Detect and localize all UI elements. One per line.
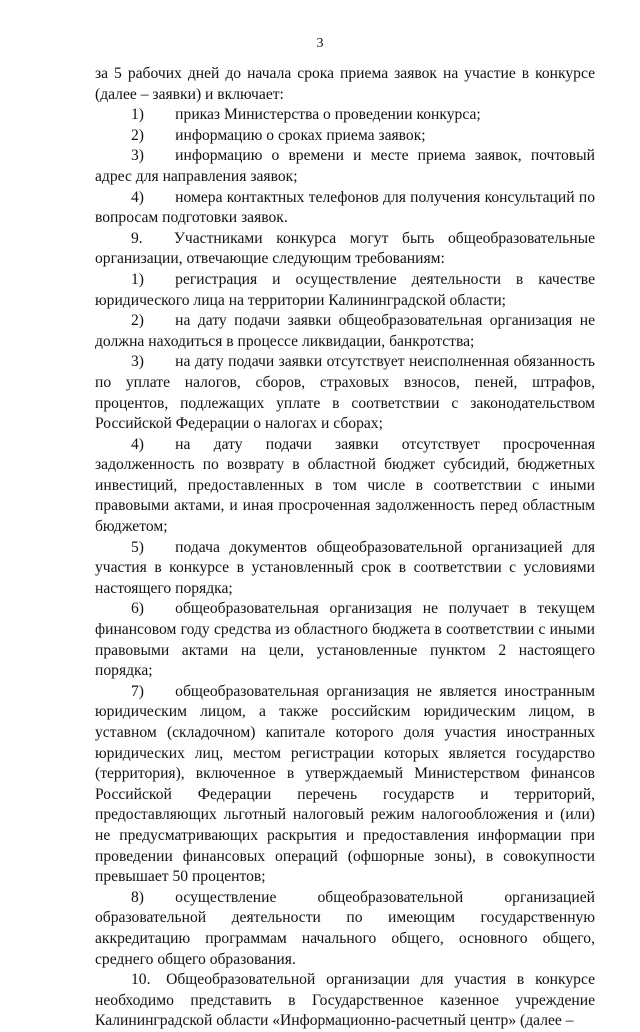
list-item: 4) на дату подачи заявки отсутствует просроченная задолженность по возврату в областной бюджет субсидий, бюджетных инвестиций, предоставленных в том числе в соответствии с иными правовыми актами, и иная просроченная задолженность перед областным бюджетом; — [95, 435, 595, 536]
list-item: 8) осуществление общеобразовательной организацией образовательной деятельности по имеющим государственную аккредитацию программам начального общего, основного общего, среднего общего образования. — [95, 888, 595, 968]
list-item: 6) общеобразовательная организация не получает в текущем финансовом году средства из областного бюджета в соответствии с иными правовыми актами на цели, установленные пунктом 2 настоящего порядка; — [95, 600, 595, 680]
list-item: 3) на дату подачи заявки отсутствует неисполненная обязанность по уплате налогов, сборов, страховых взносов, пеней, штрафов, процентов, подлежащих уплате в соответствии с законодательством Российской Федерации о налогах и сборах; — [95, 353, 595, 433]
document-body — [95, 64, 595, 1032]
section-9-paragraph: 9. Участниками конкурса могут быть общеобразовательные организации, отвечающие следующим требованиям: — [95, 229, 595, 268]
paragraph-intro: за 5 рабочих дней до начала срока приема заявок на участие в конкурсе (далее – заявки) и включает: — [95, 65, 595, 103]
list-item: 1) приказ Министерства о проведении конкурса; — [131, 106, 481, 124]
section-10-paragraph: 10. Общеобразовательной организации для участия в конкурсе необходимо представить в Государственное казенное учреждение Калининградской области «Информационно-расчетный центр» (далее – — [95, 971, 595, 1030]
list-item: 3) информацию о времени и месте приема заявок, почтовый адрес для направления заявок; — [95, 147, 595, 185]
page-number: 3 — [316, 36, 324, 51]
list-item: 1) регистрация и осуществление деятельности в качестве юридического лица на территории Калининградской области; — [95, 270, 595, 309]
list-item: 2) информацию о сроках приема заявок; — [131, 126, 426, 144]
list-item: 5) подача документов общеобразовательной организацией для участия в конкурсе в установленный срок в соответствии с условиями настоящего порядка; — [95, 538, 595, 597]
list-item: 4) номера контактных телефонов для получения консультаций по вопросам подготовки заявок. — [95, 188, 595, 227]
list-item: 2) на дату подачи заявки общеобразовательная организация не должна находиться в процессе ликвидации, банкротства; — [95, 312, 595, 350]
list-item: 7) общеобразовательная организация не является иностранным юридическим лицом, а также российским юридическим лицом, в уставном (складочном) капитале которого доля участия иностранных юридических лиц, местом регистрации которых является государство (территория), включенное в утверждаемый Министерством финансов Российской Федерации перечень государств и территорий, предоставляющих льготный налоговый режим налогообложения и (или) не предусматривающих раскрытия и предоставления информации при проведении финансовых операций (офшорные зоны), в совокупности превышает 50 процентов; — [95, 682, 595, 886]
